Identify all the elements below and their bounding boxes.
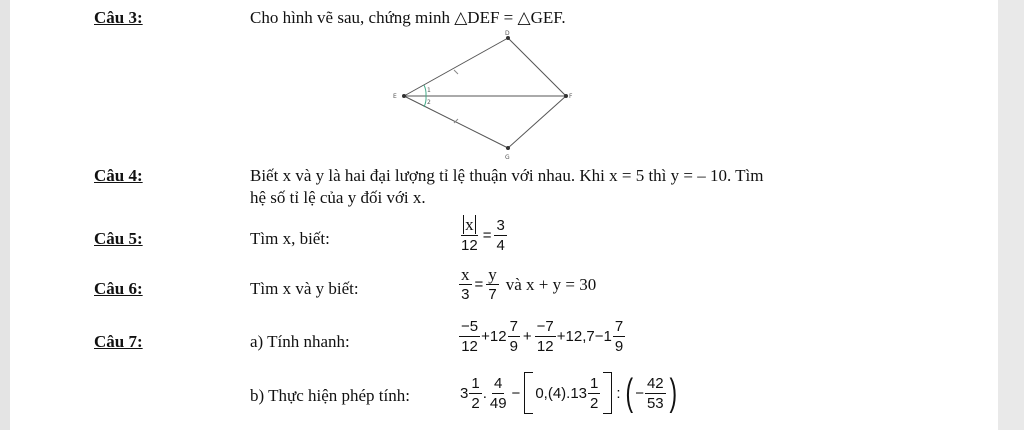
question-4-label: Câu 4: — [94, 166, 143, 185]
fraction-b2: $\frac{4}{49}$ — [489, 374, 507, 412]
fraction-b1: $\frac{1}{2}$ — [471, 374, 480, 412]
question-3-label: Câu 3: — [94, 8, 143, 27]
segment-GF — [508, 96, 566, 148]
question-6-condition: và x + y = 30 — [505, 274, 597, 294]
question-7-label: Câu 7: — [94, 332, 143, 351]
angle-label-2: 2 — [427, 99, 431, 106]
segment-DF — [508, 38, 566, 96]
fraction-a3: $\frac{-7}{12}$ — [536, 318, 554, 355]
fraction-a2: $\frac{7}{9}$ — [509, 318, 518, 355]
question-7a-expression: $\frac{-5}{12}$ +12 $\frac{7}{9}$ + $\frac{-7}{12}$ +12,7−1 $\frac{7}{9}$ — [461, 318, 624, 355]
label-G: G — [505, 154, 510, 161]
segment-ED — [404, 38, 508, 96]
left-paren: ( — [625, 372, 633, 414]
fraction-y-over-7: $\frac{y}{7}$ — [488, 265, 497, 303]
question-3-text: Cho hình vẽ sau, chứng minh △DEF = △GEF. — [250, 8, 566, 27]
angle-label-1: 1 — [427, 87, 431, 94]
question-5-equation: $\frac{x}{12}$ = $\frac{3}{4}$ — [461, 215, 505, 254]
fraction-a4: $\frac{7}{9}$ — [614, 318, 624, 355]
question-7b-text: b) Thực hiện phép tính: — [250, 386, 410, 405]
label-E: E — [393, 93, 397, 100]
fraction-b3: $\frac{1}{2}$ — [590, 374, 599, 412]
question-4-line1: Biết x và y là hai đại lượng tỉ lệ thuận với nhau. Khi x = 5 thì y = – 10. Tìm — [250, 166, 764, 185]
fraction-abs-x-over-12: $\frac{x}{12}$ — [461, 215, 478, 254]
left-bracket — [524, 372, 533, 414]
fraction-3-over-4: $\frac{3}{4}$ — [496, 216, 505, 254]
question-6-label: Câu 6: — [94, 279, 143, 298]
fraction-x-over-3: $\frac{x}{3}$ — [461, 265, 470, 303]
question-7b-expression: 3 $\frac{1}{2}$ . $\frac{4}{49}$ − 0,(4).13 $\frac{1}{2}$ : ( − $\frac{42}{53}$ ) — [460, 372, 677, 414]
question-7a-text: a) Tính nhanh: — [250, 332, 350, 351]
question-6-text: Tìm x và y biết: — [250, 279, 359, 298]
question-4-line2: hệ số tỉ lệ của y đối với x. — [250, 188, 426, 207]
label-D: D — [505, 30, 510, 37]
page-left-margin — [0, 0, 10, 430]
question-5-text: Tìm x, biết: — [250, 229, 330, 248]
fraction-a1: $\frac{-5}{12}$ — [461, 318, 479, 355]
right-paren: ) — [669, 372, 677, 414]
label-F: F — [569, 93, 573, 100]
triangle-figure — [390, 30, 590, 165]
segment-EG — [404, 96, 508, 148]
question-5-label: Câu 5: — [94, 229, 143, 248]
scrollbar-track[interactable] — [998, 0, 1024, 430]
question-6-equation: $\frac{x}{3}$ = $\frac{y}{7}$ và x + y = 30 — [461, 265, 597, 303]
right-bracket — [603, 372, 612, 414]
fraction-b4: $\frac{42}{53}$ — [646, 374, 664, 412]
